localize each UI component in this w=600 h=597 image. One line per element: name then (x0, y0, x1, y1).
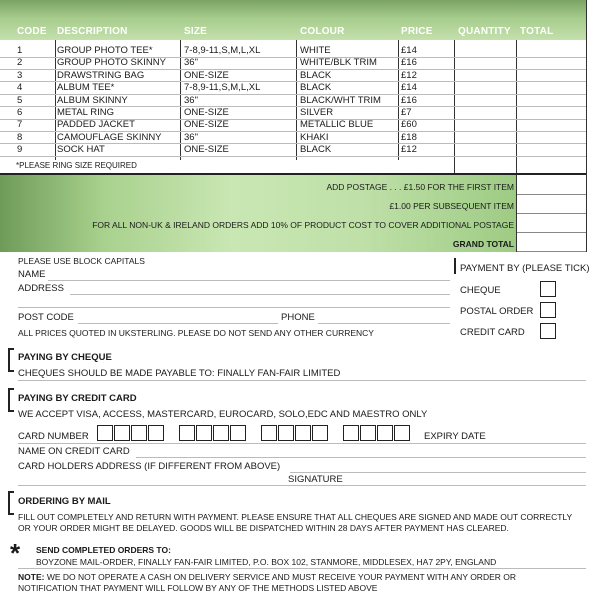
divider (18, 380, 586, 381)
cell-colour: METALLIC BLUE (300, 119, 374, 131)
cell-code: 6 (17, 107, 23, 118)
card-digit-box[interactable] (97, 425, 113, 441)
cheque-payable-text: CHEQUES SHOULD BE MADE PAYABLE TO: FINALLY FAN-FAIR LIMITED (18, 368, 341, 379)
cell-colour: BLACK (300, 144, 332, 156)
total-line (517, 232, 586, 233)
cell-colour: BLACK (300, 69, 332, 81)
cell-code: 1 (17, 45, 23, 56)
cell-price: £12 (401, 144, 417, 156)
cell-size: ONE-SIZE (184, 69, 229, 81)
address-field[interactable] (70, 294, 450, 295)
card-number-label: CARD NUMBER (18, 431, 89, 442)
cell-size: ONE-SIZE (184, 119, 229, 131)
cell-code: 4 (17, 82, 23, 94)
mail-section-title: ORDERING BY MAIL (18, 496, 111, 507)
header-size: SIZE (184, 26, 208, 37)
cheque-checkbox[interactable] (540, 281, 556, 297)
signature-label: SIGNATURE (288, 474, 343, 485)
cell-code: 3 (17, 69, 23, 81)
size-note: *PLEASE RING SIZE REQUIRED (16, 161, 137, 170)
cell-code: 7 (17, 119, 23, 131)
header-price: PRICE (401, 26, 433, 37)
mail-instructions-line-1: FILL OUT COMPLETELY AND RETURN WITH PAYMENT. PLEASE ENSURE THAT ALL CHEQUES ARE SIGNED AND MADE OUT CORRECTLY (18, 512, 573, 522)
post-code-field[interactable] (78, 323, 278, 324)
cell-code: 9 (17, 144, 23, 156)
cell-desc: METAL RING (57, 107, 115, 118)
postal-order-checkbox[interactable] (540, 302, 556, 318)
header-colour: COLOUR (300, 26, 345, 37)
cell-size: 36" (184, 94, 198, 106)
table-row (0, 132, 586, 144)
prices-note: ALL PRICES QUOTED IN UKSTERLING. PLEASE DO NOT SEND ANY OTHER CURRENCY (18, 328, 374, 338)
footer-note-line-2: NOTIFICATION THAT PAYMENT WILL FOLLOW BY ANY OF THE METHODS LISTED ABOVE (18, 583, 378, 593)
payment-title: PAYMENT BY (PLEASE TICK) (460, 263, 590, 274)
card-digit-box[interactable] (114, 425, 130, 441)
cell-size: 36" (184, 57, 198, 69)
credit-card-checkbox[interactable] (540, 323, 556, 339)
signature-field[interactable] (18, 485, 586, 486)
phone-field[interactable] (318, 323, 450, 324)
card-digit-box[interactable] (131, 425, 147, 441)
cell-colour: BLACK/WHT TRIM (300, 94, 381, 106)
divider (18, 568, 586, 569)
card-digit-box[interactable] (360, 425, 376, 441)
section-bracket (8, 491, 14, 515)
cell-code: 2 (17, 57, 23, 69)
cell-size: 7-8,9-11,S,M,L,XL (184, 82, 261, 94)
header-description: DESCRIPTION (57, 26, 128, 37)
card-digit-box[interactable] (213, 425, 229, 441)
footer-note-line-1 (18, 572, 516, 582)
payment-option-postal-order: POSTAL ORDER (460, 306, 534, 317)
name-label: NAME (18, 269, 46, 280)
name-on-card-field[interactable] (136, 457, 586, 458)
cell-desc: PADDED JACKET (57, 119, 135, 131)
total-line (517, 213, 586, 214)
name-field[interactable] (48, 280, 450, 281)
cell-colour: KHAKI (300, 131, 329, 143)
cell-desc: ALBUM SKINNY (57, 94, 128, 106)
header-code: CODE (17, 26, 47, 37)
card-holder-address-field[interactable] (290, 472, 586, 473)
payment-bracket (454, 258, 456, 274)
table-row (0, 144, 586, 156)
post-code-label: POST CODE (18, 312, 74, 323)
non-uk-postage: FOR ALL NON-UK & IRELAND ORDERS ADD 10% OF PRODUCT COST TO COVER ADDITIONAL POSTAGE (92, 220, 514, 230)
cell-size: 7-8,9-11,S,M,L,XL (184, 45, 261, 56)
cell-price: £14 (401, 45, 417, 56)
payment-option-cheque: CHEQUE (460, 285, 501, 296)
payment-option-credit-card: CREDIT CARD (460, 327, 525, 338)
card-digit-box[interactable] (343, 425, 359, 441)
cell-desc: ALBUM TEE* (57, 82, 115, 94)
send-orders-title: SEND COMPLETED ORDERS TO: (36, 545, 171, 555)
postage-first: ADD POSTAGE . . . £1.50 FOR THE FIRST ITEM (326, 182, 514, 192)
section-bracket (8, 388, 14, 412)
card-digit-box[interactable] (377, 425, 393, 441)
block-capitals-note: PLEASE USE BLOCK CAPITALS (18, 256, 145, 266)
table-row (0, 119, 586, 131)
card-digit-box[interactable] (148, 425, 164, 441)
card-digit-box[interactable] (295, 425, 311, 441)
cell-colour: WHITE (300, 45, 331, 56)
cell-size: ONE-SIZE (184, 107, 229, 118)
section-bracket (8, 348, 14, 372)
divider (18, 443, 586, 444)
cell-code: 5 (17, 94, 23, 106)
card-digit-box[interactable] (312, 425, 328, 441)
cell-colour: BLACK (300, 82, 332, 94)
grand-total-label: GRAND TOTAL (452, 239, 514, 249)
name-on-card-label: NAME ON CREDIT CARD (18, 446, 130, 457)
card-holder-address-label: CARD HOLDERS ADDRESS (IF DIFFERENT FROM ABOVE) (18, 461, 281, 472)
cell-price: £16 (401, 57, 417, 69)
cell-desc: CAMOUFLAGE SKINNY (57, 131, 162, 143)
cell-price: £60 (401, 119, 417, 131)
column-divider (516, 175, 517, 252)
cell-size: 36" (184, 131, 198, 143)
expiry-date-label: EXPIRY DATE (424, 431, 486, 442)
cell-desc: DRAWSTRING BAG (57, 69, 145, 81)
footer-note-label: NOTE: (18, 572, 45, 582)
table-header (0, 0, 586, 40)
cell-desc: SOCK HAT (57, 144, 105, 156)
row-divider (0, 156, 586, 157)
header-total: TOTAL (520, 26, 554, 37)
header-quantity: QUANTITY (458, 26, 511, 37)
card-digit-box[interactable] (230, 425, 246, 441)
table-border (586, 0, 587, 252)
total-line (517, 251, 586, 252)
card-digit-box[interactable] (261, 425, 277, 441)
postage-subsequent: £1.00 PER SUBSEQUENT ITEM (389, 201, 514, 211)
card-digit-box[interactable] (196, 425, 212, 441)
cell-price: £7 (401, 107, 412, 118)
cell-size: ONE-SIZE (184, 144, 229, 156)
card-digit-box[interactable] (394, 425, 410, 441)
total-line (517, 194, 586, 195)
send-orders-address: BOYZONE MAIL-ORDER, FINALLY FAN-FAIR LIMITED, P.O. BOX 102, STANMORE, MIDDLESEX, HA7 2PY, ENGLAND (36, 557, 497, 567)
cheque-section-title: PAYING BY CHEQUE (18, 352, 112, 363)
address-label: ADDRESS (18, 283, 64, 294)
cell-price: £16 (401, 94, 417, 106)
asterisk-icon: * (10, 538, 21, 568)
cell-desc: GROUP PHOTO TEE* (57, 45, 153, 56)
table-row (0, 70, 586, 82)
table-row (0, 107, 586, 119)
table-row (0, 57, 586, 69)
card-digit-box[interactable] (278, 425, 294, 441)
cell-colour: WHITE/BLK TRIM (300, 57, 377, 69)
phone-label: PHONE (281, 312, 315, 323)
footer-note-text: WE DO NOT OPERATE A CASH ON DELIVERY SERVICE AND MUST RECEIVE YOUR PAYMENT WITH ANY ORDER OR (46, 572, 517, 582)
mail-instructions-line-2: OR YOUR ORDER MIGHT BE DELAYED. GOODS WILL BE DISPATCHED WITHIN 28 DAYS AFTER PAYMENT HAS CLEARED. (18, 523, 509, 533)
cell-colour: SILVER (300, 107, 334, 118)
cell-code: 8 (17, 131, 23, 143)
cell-price: £14 (401, 82, 417, 94)
address-field-line-2[interactable] (18, 307, 450, 308)
table-row (0, 82, 586, 94)
credit-section-title: PAYING BY CREDIT CARD (18, 393, 137, 404)
card-digit-box[interactable] (179, 425, 195, 441)
accepted-cards-text: WE ACCEPT VISA, ACCESS, MASTERCARD, EUROCARD, SOLO,EDC AND MAESTRO ONLY (18, 409, 428, 420)
cell-desc: GROUP PHOTO SKINNY (57, 57, 166, 69)
table-row (0, 95, 586, 107)
cell-price: £18 (401, 131, 417, 143)
table-row (0, 45, 586, 57)
cell-price: £12 (401, 69, 417, 81)
